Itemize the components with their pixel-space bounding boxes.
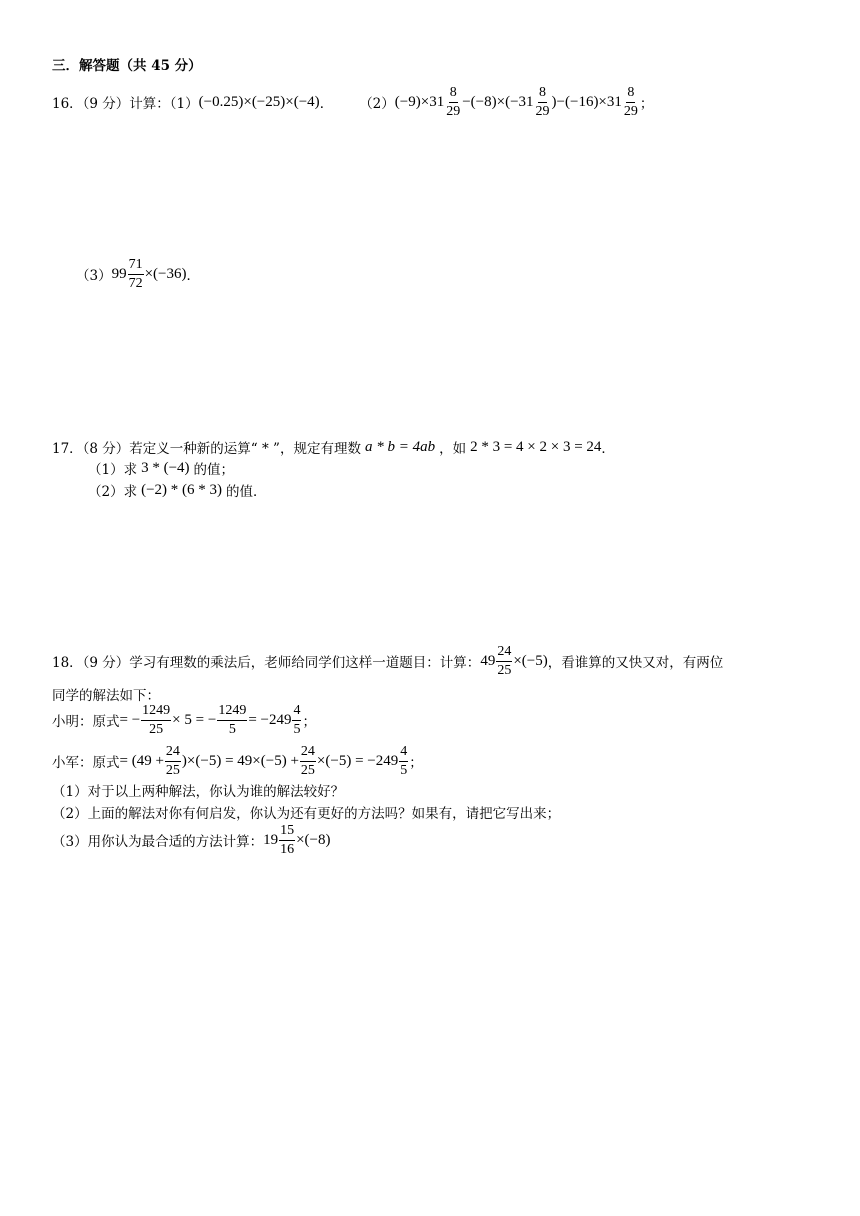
- q18-sub1-text: （1）对于以上两种解法，你认为谁的解法较好？: [52, 784, 345, 800]
- fraction: $\frac{4}{5}$: [400, 743, 408, 778]
- q17-sub1-post: 的值；: [193, 462, 235, 478]
- fraction: $\frac{71}{72}$: [128, 256, 143, 291]
- q16-label: 16．（9 分）计算：（1）: [52, 96, 199, 112]
- q18-stem-post: ，看谁算的又快又对，有两位: [547, 655, 724, 671]
- fraction: $\frac{24}{25}$: [165, 743, 180, 778]
- fraction: $\frac{24}{25}$: [497, 643, 512, 678]
- q18-stem-line2-text: 同学的解法如下：: [52, 688, 160, 704]
- fraction: $\frac{4}{5}$: [293, 702, 301, 737]
- q17-stem-end: ．: [601, 441, 615, 457]
- fraction: $\frac{24}{25}$: [300, 743, 315, 778]
- q16-part3-rest: ×(−36): [144, 265, 187, 282]
- q18-xiaojun-solution: [52, 741, 423, 781]
- xiaoming-mid: × 5 = −: [172, 711, 217, 728]
- q17-sub1-expr: 3 * (−4): [141, 459, 190, 476]
- fraction: $\frac{1249}{5}$: [218, 702, 247, 737]
- fraction: $\frac{8}{29}$: [446, 84, 461, 119]
- q18-sub2: [52, 802, 560, 822]
- q18-sub3-whole: 19: [263, 831, 279, 848]
- q16-part2-b: −(−8)×(−31: [462, 93, 534, 110]
- q16-part3-end: ．: [186, 268, 201, 284]
- q18-sub1: [52, 780, 344, 800]
- q18-sub3-rest: ×(−8): [296, 831, 331, 848]
- q16-part1-end: ．: [319, 96, 334, 112]
- q17-sub2-post: 的值．: [226, 484, 267, 500]
- fraction: $\frac{8}{29}$: [535, 84, 550, 119]
- q18-sub2-text: （2）上面的解法对你有何启发，你认为还有更好的方法吗？如果有，请把它写出来；: [52, 806, 561, 822]
- xiaoming-eq2: = −249: [248, 711, 292, 728]
- q16-part2-c: )−(−16)×31: [551, 93, 622, 110]
- q18-stem-whole: 49: [480, 652, 496, 669]
- xiaojun-end: ；: [409, 755, 423, 771]
- q16-line: [52, 82, 653, 122]
- q16-part3-line: [76, 254, 200, 294]
- q16-part2-a: (−9)×31: [394, 93, 445, 110]
- fraction: $\frac{8}{29}$: [623, 84, 638, 119]
- fraction: $\frac{15}{16}$: [280, 822, 295, 857]
- fraction: $\frac{1249}{25}$: [142, 702, 171, 737]
- q17-stem-text: 17．（8 分）若定义一种新的运算“ * ”，规定有理数: [52, 441, 361, 457]
- q17-sub1-pre: （1）求: [88, 462, 138, 478]
- xiaojun-b: )×(−5) = 49×(−5) +: [181, 752, 299, 769]
- q18-xiaoming-solution: [52, 700, 316, 740]
- q17-sub2: [88, 480, 267, 500]
- xiaoming-label: 小明：原式: [52, 714, 120, 730]
- xiaoming-end: ；: [302, 714, 316, 730]
- q17-definition: a * b = 4ab: [364, 438, 436, 455]
- q17-sub2-expr: (−2) * (6 * 3): [141, 481, 223, 498]
- q18-sub3: [52, 820, 331, 860]
- q17-example: 2 * 3 = 4 × 2 × 3 = 24: [470, 438, 602, 455]
- q16-part2-end: ；: [639, 96, 654, 112]
- q16-part3-whole: 99: [111, 265, 127, 282]
- q17-sub1: [88, 458, 234, 478]
- section-title: 三．解答题（共 45 分）: [52, 58, 202, 74]
- q18-stem: [52, 641, 723, 681]
- q18-stem-text: 18．（9 分）学习有理数的乘法后，老师给同学们这样一道题目：计算：: [52, 655, 481, 671]
- q16-part2-label: （2）: [359, 96, 395, 112]
- q18-stem-rest: ×(−5): [513, 652, 548, 669]
- xiaoming-eq1: = −: [119, 711, 141, 728]
- q18-sub3-pre: （3）用你认为最合适的方法计算：: [52, 834, 264, 850]
- q16-part3-label: （3）: [76, 268, 112, 284]
- xiaojun-c: ×(−5) = −249: [316, 752, 399, 769]
- xiaojun-label: 小军：原式: [52, 755, 120, 771]
- q17-stem-mid: ，如: [439, 441, 467, 457]
- q17-sub2-pre: （2）求: [88, 484, 138, 500]
- q16-part1-expr: (−0.25)×(−25)×(−4): [198, 93, 320, 110]
- q17-stem: [52, 437, 615, 457]
- xiaojun-a: = (49 +: [119, 752, 164, 769]
